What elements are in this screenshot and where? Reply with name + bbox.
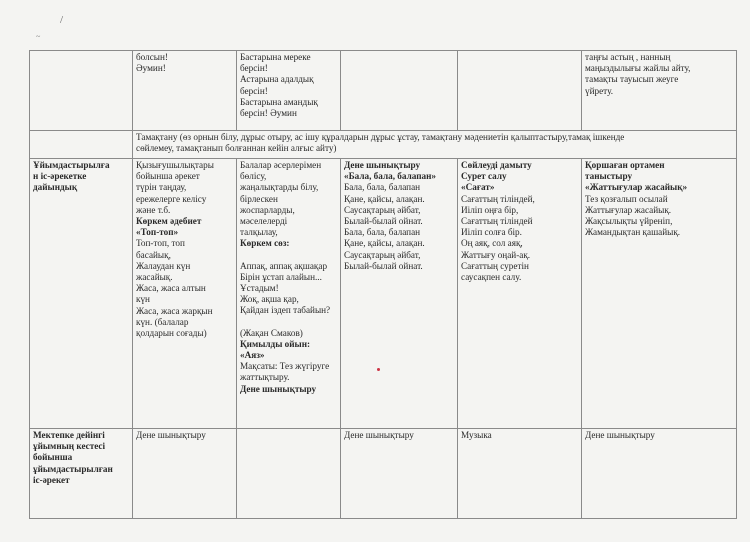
text-line: Жалаудан күн xyxy=(136,260,191,271)
text-line: Бастарына мереке xyxy=(240,52,311,62)
text-line: Жаса, жаса жарқын xyxy=(136,305,213,316)
text-line: Жаса, жаса алтын xyxy=(136,283,206,294)
text-line: Тез қозғалып осылай xyxy=(585,193,668,204)
text-line: болсын! xyxy=(136,52,168,62)
text-line: Көркем сөз: xyxy=(240,238,290,249)
daily-plan-table xyxy=(29,50,737,519)
text-line: Қызығушылықтары xyxy=(136,160,214,170)
activity-prep-thu-cell xyxy=(458,159,582,429)
text-line: үйрету. xyxy=(585,85,614,96)
meal-description-cell xyxy=(133,131,737,159)
greeting-mon-cell xyxy=(133,51,237,131)
text-line: Дене шынықтыру xyxy=(136,430,206,440)
text-line: Бастарына амандық xyxy=(240,96,318,107)
text-line: ұйымның кестесі xyxy=(33,441,106,452)
text-line: саусақпен салу. xyxy=(461,272,522,283)
text-line: Сағаттың тіліндей xyxy=(461,216,533,227)
organized-tue-cell xyxy=(237,429,341,519)
text-line: Дене шынықтыру xyxy=(344,160,421,170)
text-line: Иіліп солға бір. xyxy=(461,227,522,238)
text-line: Балалар әсерлерімен xyxy=(240,160,322,170)
greeting-wed-cell xyxy=(341,51,458,131)
text-line: қолдарын соғады) xyxy=(136,328,207,339)
text-line: Сурет салу xyxy=(461,171,507,182)
text-line: мәселелерді xyxy=(240,216,288,227)
text-line: күн xyxy=(136,294,150,305)
row-head-cell-empty xyxy=(30,131,133,159)
text-line: берсін! xyxy=(240,63,268,74)
row-head-organized-activity xyxy=(30,429,133,519)
organized-mon-cell xyxy=(133,429,237,519)
text-line: Былай-былай ойнат. xyxy=(344,260,423,271)
text-line: Оң аяқ, сол аяқ, xyxy=(461,238,523,249)
greeting-fri-cell xyxy=(582,51,737,131)
text-line: Топ-топ, топ xyxy=(136,238,185,249)
row-head-activity-prep xyxy=(30,159,133,429)
text-line: Саусақтарың әйбат, xyxy=(344,249,421,260)
text-line: бойынша xyxy=(33,452,73,463)
text-line: «Бала, бала, балапан» xyxy=(344,171,436,182)
text-line: берсін! Әумин xyxy=(240,108,297,119)
text-line: Дене шынықтыру xyxy=(344,430,414,440)
corner-mark: ~ xyxy=(36,32,41,41)
text-line: Тамақтану (өз орнын білу, дұрыс отыру, ас ішу құралдарын дұрыс ұстау, тамақтану мәдениетін қалыптастыру,тамақ ішкенде xyxy=(136,132,625,142)
text-line: Қоршаған ортамен xyxy=(585,160,665,170)
text-line: дайындық xyxy=(33,182,78,193)
text-line: Жаттығулар жасайық. xyxy=(585,204,672,215)
text-line: Аппақ, аппақ ақшақар xyxy=(240,260,328,271)
text-line: н іс-әрекетке xyxy=(33,171,87,182)
organized-activity-row xyxy=(30,429,737,519)
greeting-tue-cell xyxy=(237,51,341,131)
text-line: Сөйлеуді дамыту xyxy=(461,160,532,170)
organized-fri-cell xyxy=(582,429,737,519)
blank-line xyxy=(240,250,337,261)
text-line: ұйымдастырылған xyxy=(33,463,113,474)
text-line: Иіліп оңға бір, xyxy=(461,204,519,215)
text-line: Былай-былай ойнат. xyxy=(344,216,423,227)
text-line: Ұстадым! xyxy=(240,283,279,294)
organized-thu-cell xyxy=(458,429,582,519)
text-line: Сағаттың суретін xyxy=(461,260,529,271)
text-line: Саусақтарың әйбат, xyxy=(344,204,421,215)
row-head-cell-empty xyxy=(30,51,133,131)
ink-dot xyxy=(377,368,380,371)
text-line: ережелерге келісу xyxy=(136,193,207,204)
text-line: Қане, қайсы, алақан. xyxy=(344,238,425,249)
text-line: «Топ-топ» xyxy=(136,227,179,238)
activity-prep-fri-cell xyxy=(582,159,737,429)
greeting-row xyxy=(30,51,737,131)
text-line: Жаттығу оңай-ақ. xyxy=(461,249,531,260)
greeting-thu-cell xyxy=(458,51,582,131)
text-line: Бала, бала, балапан xyxy=(344,182,421,193)
text-line: жасайық. xyxy=(136,272,173,283)
text-line: берсін! xyxy=(240,85,268,96)
organized-wed-cell xyxy=(341,429,458,519)
text-line: Сағаттың тіліндей, xyxy=(461,193,535,204)
text-line: Жоқ, ақша қар, xyxy=(240,294,299,305)
text-line: Әумин! xyxy=(136,63,166,74)
text-line: түрін таңдау, xyxy=(136,182,187,193)
text-line: (Жақан Смаков) xyxy=(240,327,303,338)
text-line: Мақсаты: Тез жүгіруге xyxy=(240,361,330,372)
text-line: жаттықтыру. xyxy=(240,372,290,383)
text-line: «Аяз» xyxy=(240,350,265,361)
text-line: маңыздылығы жайлы айту, xyxy=(585,63,691,74)
text-line: Музыка xyxy=(461,430,492,440)
text-line: Дене шынықтыру xyxy=(585,430,655,440)
text-line: күн. (балалар xyxy=(136,316,189,327)
text-line: Бала, бала, балапан xyxy=(344,227,421,238)
text-line: таныстыру xyxy=(585,171,633,182)
text-line: бірлескен xyxy=(240,193,278,204)
text-line: «Сағат» xyxy=(461,182,495,193)
activity-prep-tue-cell xyxy=(237,159,341,429)
text-line: Көркем әдебиет xyxy=(136,216,202,227)
text-line: басайық, xyxy=(136,249,171,260)
text-line: іс-әрекет xyxy=(33,474,70,485)
activity-prep-row xyxy=(30,159,737,429)
text-line: Қане, қайсы, алақан. xyxy=(344,193,425,204)
text-line: Дене шынықтыру xyxy=(240,383,317,394)
text-line: Ұйымдастырылға xyxy=(33,160,110,170)
text-line: жаңалықтарды білу, xyxy=(240,182,319,193)
activity-prep-mon-cell xyxy=(133,159,237,429)
activity-prep-wed-cell xyxy=(341,159,458,429)
text-line: Қимылды ойын: xyxy=(240,338,311,349)
text-line: Жамандықтан қашайық. xyxy=(585,227,681,238)
meal-row xyxy=(30,131,737,159)
blank-line xyxy=(240,317,337,328)
text-line: «Жаттығулар жасайық» xyxy=(585,182,688,193)
text-line: Астарына адалдық xyxy=(240,74,314,85)
text-line: Қайдан іздеп табайын? xyxy=(240,305,331,316)
text-line: жоспарларды, xyxy=(240,204,295,215)
text-line: Бірін ұстап алайын... xyxy=(240,271,322,282)
text-line: және т.б. xyxy=(136,204,171,215)
text-line: Жақсылықты үйреніп, xyxy=(585,216,673,227)
text-line: сөйлемеу, тамақтанып болғаннан кейін алғыс айту) xyxy=(136,143,337,154)
page-mark: / xyxy=(60,14,64,26)
text-line: бойынша әрекет xyxy=(136,171,200,182)
text-line: тамақты тауысып жеуге xyxy=(585,74,679,85)
text-line: Мектепке дейінгі xyxy=(33,430,105,440)
text-line: талқылау, xyxy=(240,227,278,238)
text-line: бөлісу, xyxy=(240,171,267,182)
text-line: таңғы астың , нанның xyxy=(585,52,671,62)
